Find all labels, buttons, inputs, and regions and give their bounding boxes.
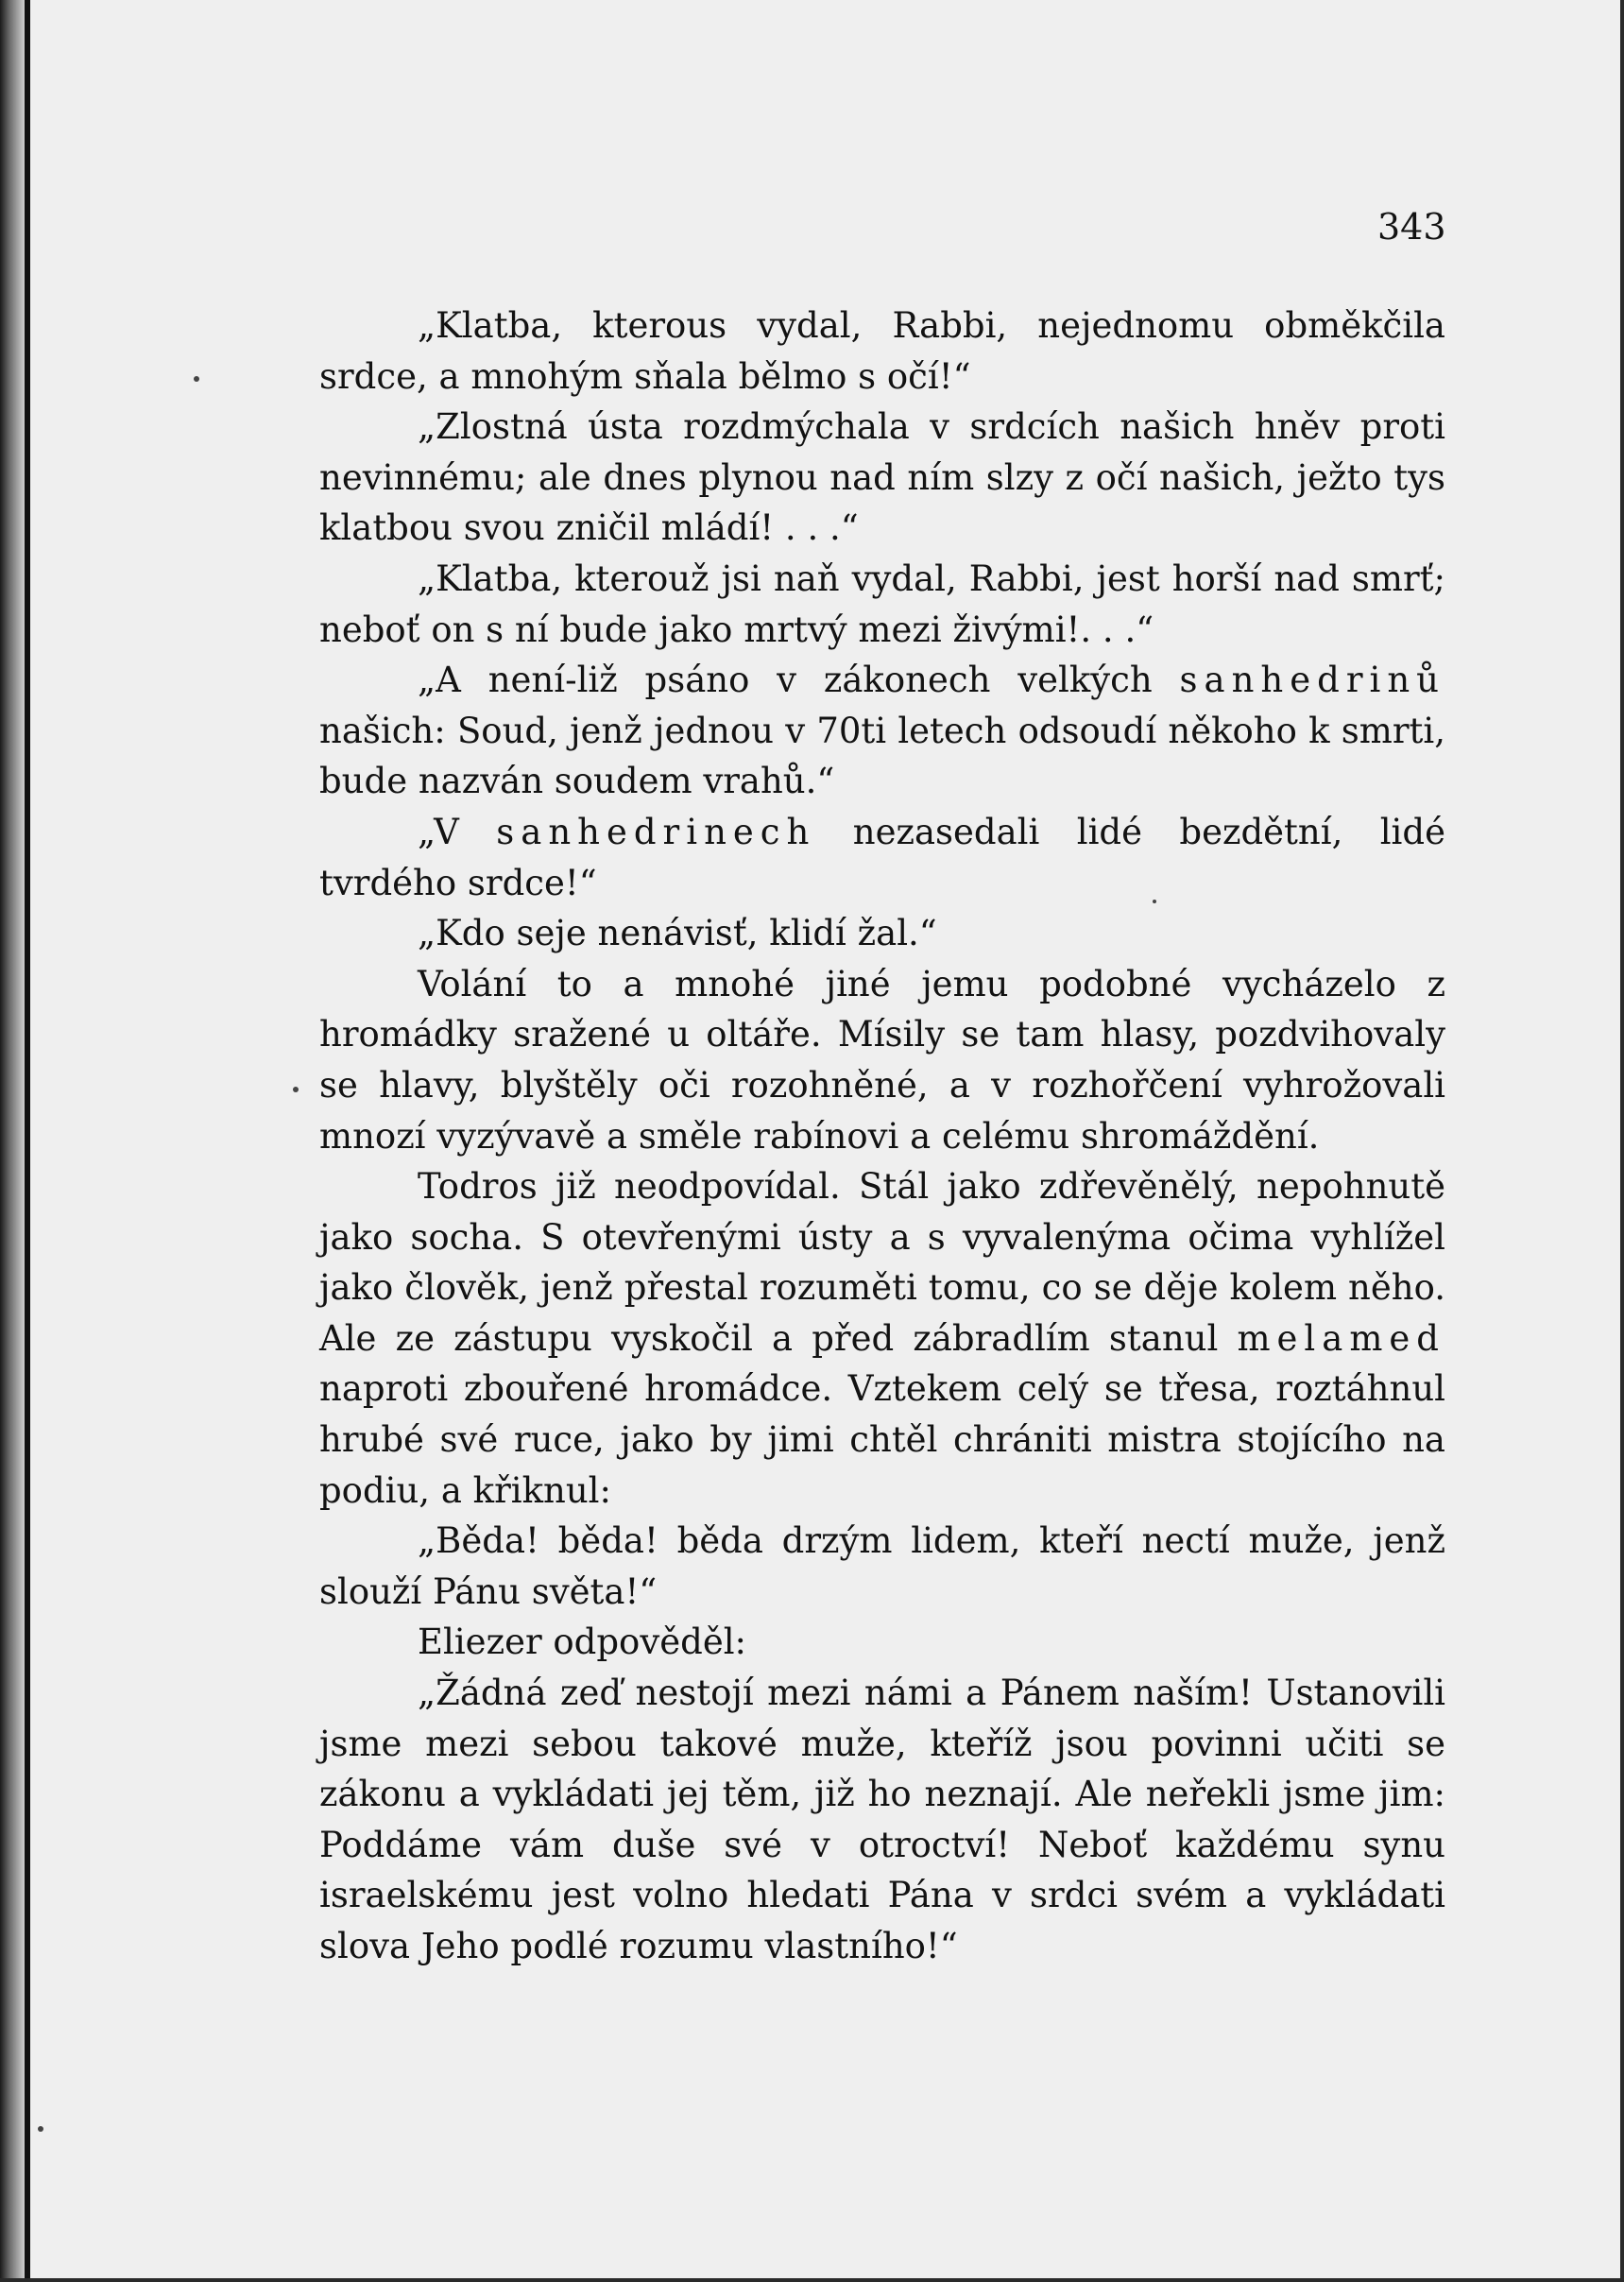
binding-shadow [0,0,25,2282]
paragraph: „V sanhedrinech nezasedali lidé bezdětní, lidé tvrdého srdce!“ [319,811,1445,903]
paragraph: Eliezer odpověděl: [418,1621,747,1663]
paragraph: „A není-liž psáno v zákonech velkých sanhedrinů našich: Soud, jenž jednou v 70ti letech odsoudí někoho k smrti, bude nazván soudem vrahů.“ [319,660,1445,802]
paragraph: Todros již neodpovídal. Stál jako zdřevěnělý, nepohnutě jako socha. S otevřenými ústy a s vyvalenýma očima vyhlížel jako člověk, jenž přestal rozuměti tomu, co se děje kolem něho. Ale ze zástupu vyskočil a před zábradlím stanul melamed naproti zbouřené hromádce. Vztekem celý se třesa, roztáhnul hrubé své ruce, jako by jimi chtěl chrániti mistra stojícího na podiu, a křiknul: [319,1166,1445,1511]
page-bottom-edge [0,2278,1624,2282]
ink-speck [293,1087,299,1092]
binding-edge [25,0,30,2282]
paragraph: „Běda! běda! běda drzým lidem, kteří nectí muže, jenž slouží Pánu světa!“ [319,1520,1445,1612]
paragraph: „Kdo seje nenávisť, klidí žal.“ [418,913,937,954]
page-right-edge [1620,0,1624,2282]
body-text [319,300,1445,1972]
paragraph: „Žádná zeď nestojí mezi námi a Pánem naším! Ustanovili jsme mezi sebou takové muže, kteříž jsou povinni učiti se zákonu a vykládati jej těm, již ho neznají. Ale neřekli jsme jim: Poddáme vám duše své v otroctví! Neboť každému synu israelskému jest volno hledati Pána v srdci svém a vykládati slova Jeho podlé rozumu vlastního!“ [319,1673,1445,1966]
paragraph: „Klatba, kterous vydal, Rabbi, nejednomu obměkčila srdce, a mnohým sňala bělmo s očí!“ [319,305,1445,397]
paragraph: „Zlostná ústa rozdmýchala v srdcích našich hněv proti nevinnému; ale dnes plynou nad ním slzy z očí našich, ježto tys klatbou svou zničil mládí! . . .“ [319,406,1445,549]
paragraph: Volání to a mnohé jiné jemu podobné vycházelo z hromádky sražené u oltáře. Mísily se tam hlasy, pozdvihovaly se hlavy, blyštěly oči rozohněné, a v rozhořčení vyhrožovali mnozí vyzývavě a směle rabínovi a celému shromáždění. [319,963,1445,1157]
paragraph: „Klatba, kterouž jsi naň vydal, Rabbi, jest horší nad smrť; neboť on s ní bude jako mrtvý mezi živými!. . .“ [319,558,1445,650]
ink-speck [194,376,199,382]
page-number: 343 [1377,206,1446,248]
ink-speck [38,2126,43,2132]
